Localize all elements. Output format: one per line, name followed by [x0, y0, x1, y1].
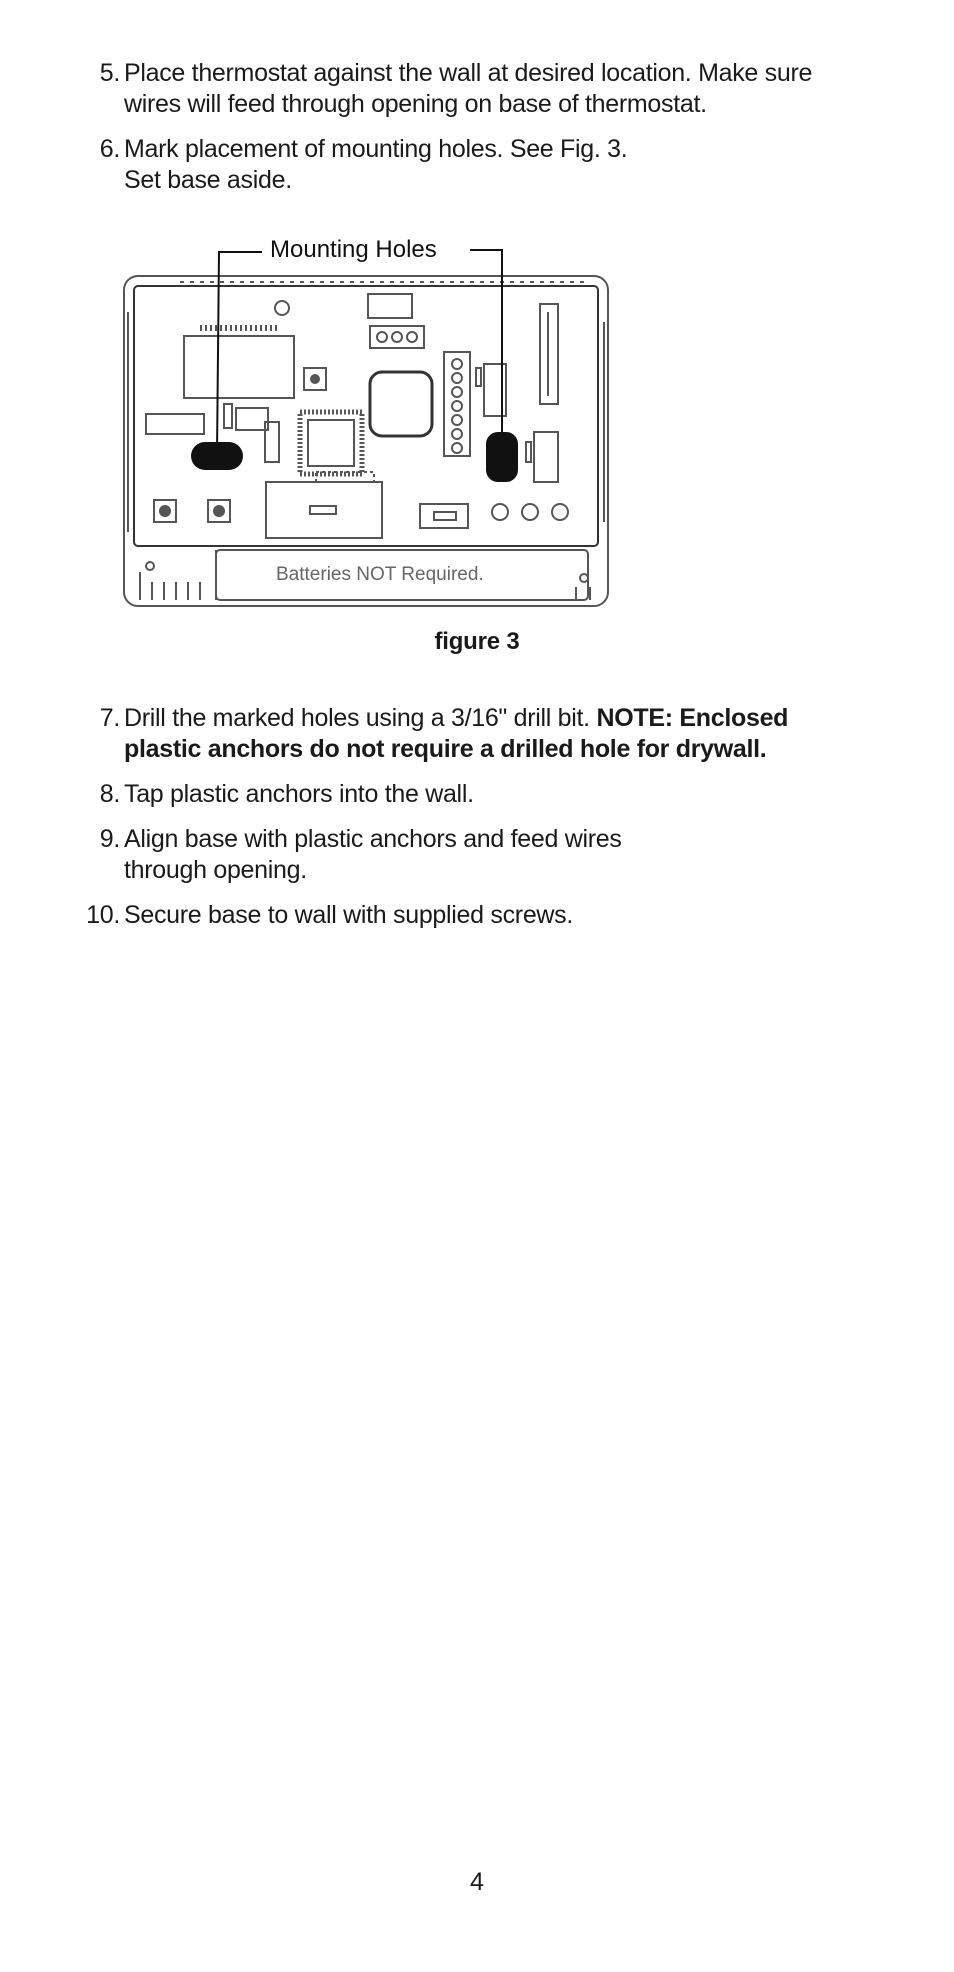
- step-number: 10.: [86, 901, 120, 929]
- page-number: 4: [470, 1868, 484, 1896]
- step-5: [0, 58, 954, 120]
- instruction-list-bottom: [0, 703, 954, 945]
- thermostat-base-figure: [120, 232, 620, 622]
- step-number: 6.: [99, 135, 120, 163]
- step-8: [0, 779, 954, 810]
- step-text: Place thermostat against the wall at desired location. Make sure wires will feed through opening on base of thermostat.: [124, 59, 813, 118]
- step-number: 8.: [99, 780, 120, 808]
- step-text: Mark placement of mounting holes. See Fig. 3. Set base aside.: [124, 135, 628, 194]
- step-number: 5.: [99, 59, 120, 87]
- instruction-list-top: [0, 58, 954, 210]
- callout-mounting-holes-label: Mounting Holes: [270, 236, 437, 263]
- step-7: [0, 703, 954, 765]
- step-text: [124, 703, 954, 765]
- callout-line-right: [470, 250, 502, 450]
- figure-caption: figure 3: [434, 628, 520, 655]
- step-number: 9.: [99, 825, 120, 853]
- step-text-regular: Drill the marked holes using a 3/16" drill bit.: [124, 704, 597, 732]
- step-note-bold: NOTE: Enclosed plastic anchors do not require a drilled hole for drywall.: [124, 704, 789, 763]
- battery-label: Batteries NOT Required.: [276, 564, 484, 585]
- step-text: Secure base to wall with supplied screws.: [124, 901, 574, 929]
- step-text: Tap plastic anchors into the wall.: [124, 780, 474, 808]
- step-number: 7.: [99, 704, 120, 732]
- step-6: [0, 134, 954, 196]
- base-outline: [124, 276, 608, 606]
- step-text: Align base with plastic anchors and feed wires through opening.: [124, 825, 622, 884]
- vent-slots: [140, 572, 200, 600]
- step-9: [0, 824, 954, 886]
- step-10: [0, 900, 954, 931]
